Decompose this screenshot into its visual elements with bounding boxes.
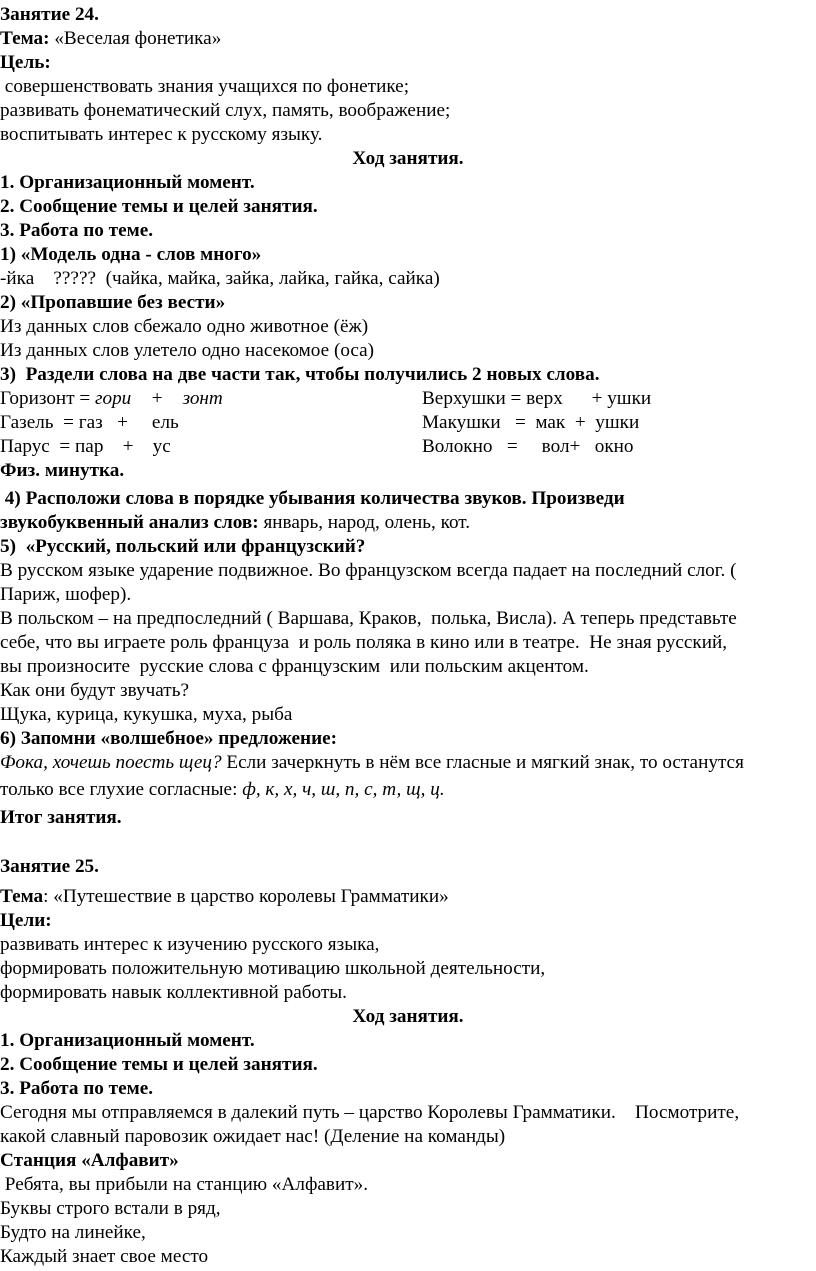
task3-right-row: Волокно = вол+ окно	[422, 436, 634, 457]
task3-right-row: Верхушки = верх + ушки	[422, 388, 652, 409]
task3-right-row: Макушки = мак + ушки	[422, 412, 640, 433]
split-word: Горизонт =	[0, 388, 95, 409]
task1-line: -йка ????? (чайка, майка, зайка, лайка, гайка, сайка)	[0, 268, 440, 289]
step-item: 2. Сообщение темы и целей занятия.	[0, 1054, 318, 1075]
task5-line: Париж, шофер).	[0, 584, 132, 605]
lesson25-goal-label: Цели:	[0, 910, 52, 931]
course-heading: Ход занятия.	[352, 148, 464, 169]
goal-item: формировать навык коллективной работы.	[0, 982, 347, 1003]
task5-line: себе, что вы играете роль француза и роль поляка в кино или в театре. Не зная русский,	[0, 632, 728, 653]
task5-line: Как они будут звучать?	[0, 680, 189, 701]
goal-item: воспитывать интерес к русскому языку.	[0, 124, 323, 145]
task6-text: Если зачеркнуть в нём все гласные и мягкий знак, то останутся	[221, 752, 744, 773]
task6-line	[0, 778, 445, 802]
step-item: 1. Организационный момент.	[0, 1030, 255, 1051]
goal-item: формировать положительную мотивацию школьной деятельности,	[0, 958, 546, 979]
step-item: 3. Работа по теме.	[0, 1078, 154, 1099]
magic-sentence: Фока, хочешь поесть щец?	[0, 752, 222, 773]
task5-line: Щука, курица, кукушка, муха, рыба	[0, 704, 293, 725]
task3-left-row: Парус = пар + ус	[0, 436, 171, 457]
lesson24-summary: Итог занятия.	[0, 807, 122, 828]
step-item: 3. Работа по теме.	[0, 220, 154, 241]
task3-left-row: Газель = газ + ель	[0, 412, 179, 433]
task4-bold: звукобуквенный анализ слов:	[0, 512, 259, 533]
topic-label: Тема	[0, 886, 44, 907]
task6-title: 6) Запомни «волшебное» предложение:	[0, 728, 338, 749]
step-item: 1. Организационный момент.	[0, 172, 255, 193]
intro-line: Сегодня мы отправляемся в далекий путь – царство Королевы Грамматики. Посмотрите,	[0, 1102, 740, 1123]
task2-title: 2) «Пропавшие без вести»	[0, 292, 226, 313]
intro-line: какой славный паровозик ожидает нас! (Деление на команды)	[0, 1126, 506, 1147]
course-heading: Ход занятия.	[352, 1006, 464, 1027]
task1-title: 1) «Модель одна - слов много»	[0, 244, 262, 265]
goal-item: совершенствовать знания учащихся по фонетике;	[0, 76, 410, 97]
task4-words: январь, народ, олень, кот.	[258, 512, 471, 533]
task3-title: 3) Раздели слова на две части так, чтобы получились 2 новых слова.	[0, 364, 600, 385]
task5-line: В польском – на предпоследний ( Варшава, Краков, полька, Висла). А теперь представьте	[0, 608, 737, 629]
station-title: Станция «Алфавит»	[0, 1150, 179, 1171]
consonants: ф, к, х, ч, ш, п, с, т, щ, ц.	[242, 779, 445, 800]
station-line: Ребята, вы прибыли на станцию «Алфавит».	[0, 1174, 368, 1195]
task6-text: только все глухие согласные:	[0, 779, 243, 800]
step-item: 2. Сообщение темы и целей занятия.	[0, 196, 318, 217]
station-line: Каждый знает свое место	[0, 1246, 209, 1267]
topic-label: Тема:	[0, 28, 50, 49]
station-line: Будто на линейке,	[0, 1222, 146, 1243]
lesson24-goal-label: Цель:	[0, 52, 51, 73]
task3-left-row	[0, 387, 223, 411]
topic-value: : «Путешествие в царство королевы Грамматики»	[43, 886, 449, 907]
task6-line	[0, 751, 744, 775]
station-line: Буквы строго встали в ряд,	[0, 1198, 221, 1219]
task4-line	[0, 511, 470, 535]
task2-line: Из данных слов улетело одно насекомое (оса)	[0, 340, 375, 361]
task4-line: 4) Расположи слова в порядке убывания количества звуков. Произведи	[0, 488, 625, 509]
lesson25-topic	[0, 885, 449, 909]
task5-line: вы произносите русские слова с французским или польским акцентом.	[0, 656, 589, 677]
split-parts: гори + зонт	[95, 388, 223, 409]
lesson24-topic	[0, 27, 221, 51]
phys-minute: Физ. минутка.	[0, 460, 125, 481]
task5-title: 5) «Русский, польский или французский?	[0, 536, 366, 557]
goal-item: развивать фонематический слух, память, воображение;	[0, 100, 451, 121]
topic-value: «Веселая фонетика»	[49, 28, 222, 49]
goal-item: развивать интерес к изучению русского языка,	[0, 934, 380, 955]
task5-line: В русском языке ударение подвижное. Во французском всегда падает на последний слог. (	[0, 560, 737, 581]
lesson25-title: Занятие 25.	[0, 856, 99, 877]
lesson24-title: Занятие 24.	[0, 4, 99, 25]
task2-line: Из данных слов сбежало одно животное (ёж)	[0, 316, 369, 337]
